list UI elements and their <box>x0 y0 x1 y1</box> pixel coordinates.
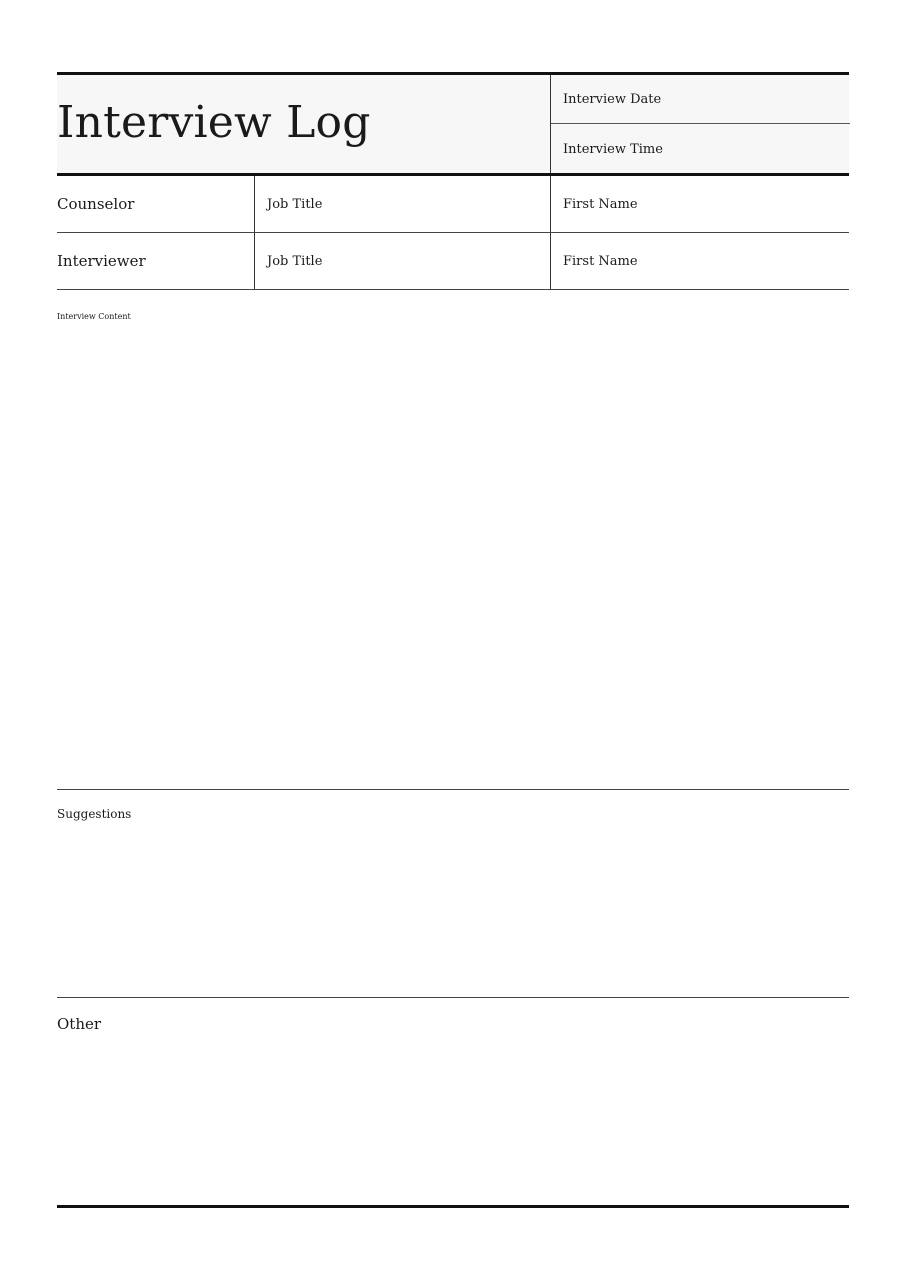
section-divider <box>57 997 849 998</box>
bottom-rule <box>57 1205 849 1208</box>
interview-date-field[interactable]: Interview Date <box>551 75 850 124</box>
section-divider <box>57 789 849 790</box>
counselor-row <box>57 176 849 233</box>
other-label: Other <box>57 1015 102 1033</box>
suggestions-label: Suggestions <box>57 807 132 821</box>
interviewer-first-name-field[interactable]: First Name <box>550 233 849 289</box>
interviewer-job-title-field[interactable]: Job Title <box>254 233 550 289</box>
interview-time-field[interactable]: Interview Time <box>563 142 663 157</box>
interviewer-row <box>57 233 849 290</box>
form-header <box>57 72 849 176</box>
interview-content-label: Interview Content <box>57 312 131 321</box>
interview-meta <box>550 75 849 173</box>
counselor-job-title-field[interactable]: Job Title <box>254 176 550 232</box>
counselor-first-name-field[interactable]: First Name <box>550 176 849 232</box>
page-title: Interview Log <box>57 97 371 148</box>
counselor-label: Counselor <box>57 195 135 213</box>
people-table <box>57 176 849 290</box>
interviewer-label: Interviewer <box>57 252 146 270</box>
